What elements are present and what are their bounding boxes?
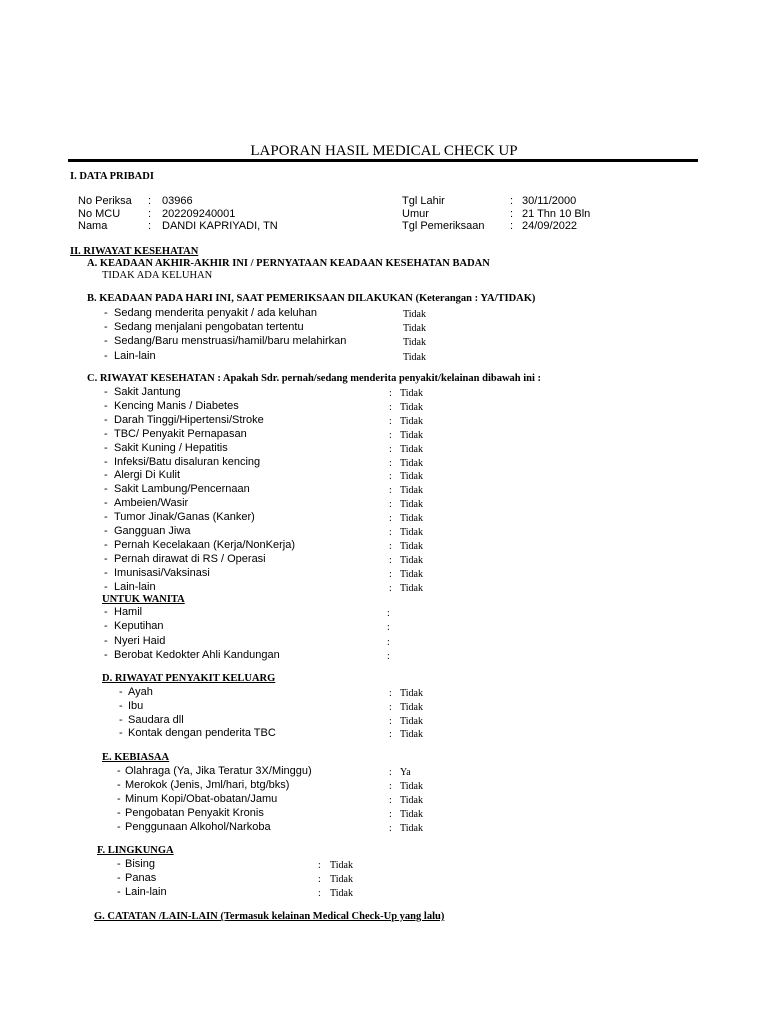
item-value: Tidak — [330, 860, 353, 871]
item-value: Tidak — [400, 485, 423, 496]
list-bullet: - — [119, 686, 123, 698]
item-label: Ambeien/Wasir — [114, 497, 189, 509]
subsection-c-heading: C. RIWAYAT KESEHATAN : Apakah Sdr. pernah/sedang menderita penyakit/kelainan dibawah ini : — [87, 373, 542, 384]
list-bullet: - — [104, 428, 108, 440]
item-separator: : — [389, 569, 392, 580]
item-separator: : — [389, 555, 392, 566]
item-separator: : — [389, 688, 392, 699]
item-value: Tidak — [400, 702, 423, 713]
item-label: Tumor Jinak/Ganas (Kanker) — [114, 511, 255, 523]
item-separator: : — [389, 416, 392, 427]
item-value: Tidak — [400, 809, 423, 820]
field-separator: : — [148, 220, 152, 232]
item-label: Lain-lain — [125, 886, 167, 898]
item-value: Tidak — [400, 430, 423, 441]
item-label: Ibu — [128, 700, 144, 712]
field-value-no-mcu: 202209240001 — [162, 208, 236, 220]
item-label: Sedang menderita penyakit / ada keluhan — [114, 307, 318, 319]
item-value: Tidak — [400, 402, 423, 413]
item-value: Tidak — [400, 416, 423, 427]
item-separator: : — [387, 622, 390, 633]
list-bullet: - — [104, 497, 108, 509]
item-value: Tidak — [400, 729, 423, 740]
item-label: Sakit Lambung/Pencernaan — [114, 483, 250, 495]
list-bullet: - — [104, 581, 108, 593]
list-bullet: - — [117, 858, 121, 870]
list-bullet: - — [117, 872, 121, 884]
item-value: Tidak — [400, 555, 423, 566]
list-bullet: - — [117, 793, 121, 805]
item-label: Pernah dirawat di RS / Operasi — [114, 553, 266, 565]
field-label: Tgl Lahir — [402, 195, 445, 207]
item-separator: : — [389, 767, 392, 778]
list-bullet: - — [104, 386, 108, 398]
item-separator: : — [318, 888, 321, 899]
item-separator: : — [389, 809, 392, 820]
field-separator: : — [510, 220, 514, 232]
item-value: Tidak — [400, 527, 423, 538]
item-value: Tidak — [400, 513, 423, 524]
field-label: Nama — [78, 220, 108, 232]
item-label: Imunisasi/Vaksinasi — [114, 567, 210, 579]
item-separator: : — [389, 541, 392, 552]
item-value: Tidak — [400, 716, 423, 727]
subsection-e-heading: E. KEBIASAA — [102, 752, 170, 763]
item-separator: : — [387, 651, 390, 662]
item-separator: : — [389, 795, 392, 806]
item-value: Tidak — [400, 388, 423, 399]
list-bullet: - — [104, 606, 108, 618]
field-separator: : — [148, 195, 152, 207]
item-separator: : — [389, 458, 392, 469]
item-value: Tidak — [400, 458, 423, 469]
field-label: No Periksa — [78, 195, 132, 207]
field-label: Umur — [402, 208, 429, 220]
item-separator: : — [318, 874, 321, 885]
list-bullet: - — [119, 714, 123, 726]
list-bullet: - — [104, 483, 108, 495]
subsection-g-heading: G. CATATAN /LAIN-LAIN (Termasuk kelainan Medical Check-Up yang lalu) — [94, 911, 445, 922]
item-label: Sedang menjalani pengobatan tertentu — [114, 321, 304, 333]
item-value: Tidak — [400, 781, 423, 792]
item-separator: : — [389, 430, 392, 441]
item-value: Tidak — [400, 499, 423, 510]
field-value-tgl-lahir: 30/11/2000 — [522, 195, 577, 207]
item-separator: : — [389, 513, 392, 524]
field-value-umur: 21 Thn 10 Bln — [522, 208, 591, 220]
item-value: Tidak — [403, 309, 426, 320]
item-value: Tidak — [403, 323, 426, 334]
list-bullet: - — [104, 567, 108, 579]
item-separator: : — [318, 860, 321, 871]
list-bullet: - — [117, 886, 121, 898]
list-bullet: - — [104, 553, 108, 565]
item-label: Pengobatan Penyakit Kronis — [125, 807, 264, 819]
item-value: Tidak — [400, 583, 423, 594]
item-separator: : — [389, 499, 392, 510]
list-bullet: - — [117, 765, 121, 777]
item-label: Infeksi/Batu disaluran kencing — [114, 456, 261, 468]
item-value: Tidak — [400, 569, 423, 580]
subsection-a-value: TIDAK ADA KELUHAN — [102, 270, 213, 281]
item-label: Merokok (Jenis, Jml/hari, btg/bks) — [125, 779, 290, 791]
list-bullet: - — [104, 469, 108, 481]
item-value: Tidak — [330, 874, 353, 885]
item-value: Tidak — [400, 823, 423, 834]
item-label: Kencing Manis / Diabetes — [114, 400, 239, 412]
item-separator: : — [387, 637, 390, 648]
item-label: Sakit Jantung — [114, 386, 181, 398]
subsection-b-heading: B. KEADAAN PADA HARI INI, SAAT PEMERIKSAAN DILAKUKAN (Keterangan : YA/TIDAK) — [87, 293, 536, 304]
list-bullet: - — [104, 456, 108, 468]
field-value-no-periksa: 03966 — [162, 195, 193, 207]
list-bullet: - — [119, 727, 123, 739]
item-separator: : — [389, 823, 392, 834]
item-label: Saudara dll — [128, 714, 184, 726]
item-label: Hamil — [114, 606, 143, 618]
item-label: Penggunaan Alkohol/Narkoba — [125, 821, 271, 833]
item-label: Alergi Di Kulit — [114, 469, 181, 481]
item-separator: : — [389, 485, 392, 496]
field-separator: : — [510, 208, 514, 220]
item-separator: : — [389, 702, 392, 713]
list-bullet: - — [104, 400, 108, 412]
item-separator: : — [389, 402, 392, 413]
item-label: Pernah Kecelakaan (Kerja/NonKerja) — [114, 539, 295, 551]
item-value: Tidak — [330, 888, 353, 899]
item-separator: : — [389, 716, 392, 727]
field-separator: : — [148, 208, 152, 220]
item-separator: : — [389, 729, 392, 740]
list-bullet: - — [104, 442, 108, 454]
item-label: Panas — [125, 872, 157, 884]
list-bullet: - — [104, 635, 108, 647]
item-value: Tidak — [400, 795, 423, 806]
list-bullet: - — [117, 821, 121, 833]
item-label: Lain-lain — [114, 581, 156, 593]
section-data-pribadi-heading: I. DATA PRIBADI — [70, 171, 154, 182]
list-bullet: - — [119, 700, 123, 712]
field-value-nama: DANDI KAPRIYADI, TN — [162, 220, 278, 232]
item-label: TBC/ Penyakit Pernapasan — [114, 428, 247, 440]
item-separator: : — [389, 471, 392, 482]
item-value: Tidak — [400, 541, 423, 552]
list-bullet: - — [104, 350, 108, 362]
subsection-f-heading: F. LINGKUNGA — [97, 845, 174, 856]
list-bullet: - — [104, 525, 108, 537]
item-value: Ya — [400, 767, 411, 778]
item-label: Minum Kopi/Obat-obatan/Jamu — [125, 793, 278, 805]
item-label: Lain-lain — [114, 350, 156, 362]
item-label: Olahraga (Ya, Jika Teratur 3X/Minggu) — [125, 765, 312, 777]
item-label: Darah Tinggi/Hipertensi/Stroke — [114, 414, 264, 426]
field-separator: : — [510, 195, 514, 207]
item-label: Keputihan — [114, 620, 164, 632]
item-separator: : — [389, 781, 392, 792]
field-label: Tgl Pemeriksaan — [402, 220, 485, 232]
item-label: Nyeri Haid — [114, 635, 166, 647]
subsection-d-heading: D. RIWAYAT PENYAKIT KELUARG — [102, 673, 276, 684]
item-separator: : — [389, 583, 392, 594]
list-bullet: - — [104, 511, 108, 523]
item-label: Kontak dengan penderita TBC — [128, 727, 276, 739]
item-label: Sedang/Baru menstruasi/hamil/baru melahirkan — [114, 335, 347, 347]
item-separator: : — [389, 444, 392, 455]
title-divider — [68, 159, 698, 162]
item-label: Bising — [125, 858, 155, 870]
item-value: Tidak — [403, 337, 426, 348]
subsection-a-heading: A. KEADAAN AKHIR-AKHIR INI / PERNYATAAN KEADAAN KESEHATAN BADAN — [87, 258, 490, 269]
item-label: Gangguan Jiwa — [114, 525, 191, 537]
item-label: Sakit Kuning / Hepatitis — [114, 442, 228, 454]
item-separator: : — [389, 527, 392, 538]
list-bullet: - — [104, 414, 108, 426]
list-bullet: - — [117, 779, 121, 791]
item-separator: : — [387, 608, 390, 619]
item-value: Tidak — [400, 444, 423, 455]
list-bullet: - — [104, 335, 108, 347]
list-bullet: - — [104, 307, 108, 319]
item-value: Tidak — [400, 688, 423, 699]
untuk-wanita-heading: UNTUK WANITA — [102, 594, 185, 605]
page-title: LAPORAN HASIL MEDICAL CHECK UP — [250, 143, 518, 159]
list-bullet: - — [117, 807, 121, 819]
field-value-tgl-pemeriksaan: 24/09/2022 — [522, 220, 578, 232]
section-riwayat-kesehatan-heading: II. RIWAYAT KESEHATAN — [70, 246, 199, 257]
item-value: Tidak — [400, 471, 423, 482]
list-bullet: - — [104, 321, 108, 333]
field-label: No MCU — [78, 208, 121, 220]
item-separator: : — [389, 388, 392, 399]
item-label: Ayah — [128, 686, 153, 698]
list-bullet: - — [104, 620, 108, 632]
list-bullet: - — [104, 539, 108, 551]
list-bullet: - — [104, 649, 108, 661]
item-label: Berobat Kedokter Ahli Kandungan — [114, 649, 280, 661]
item-value: Tidak — [403, 352, 426, 363]
